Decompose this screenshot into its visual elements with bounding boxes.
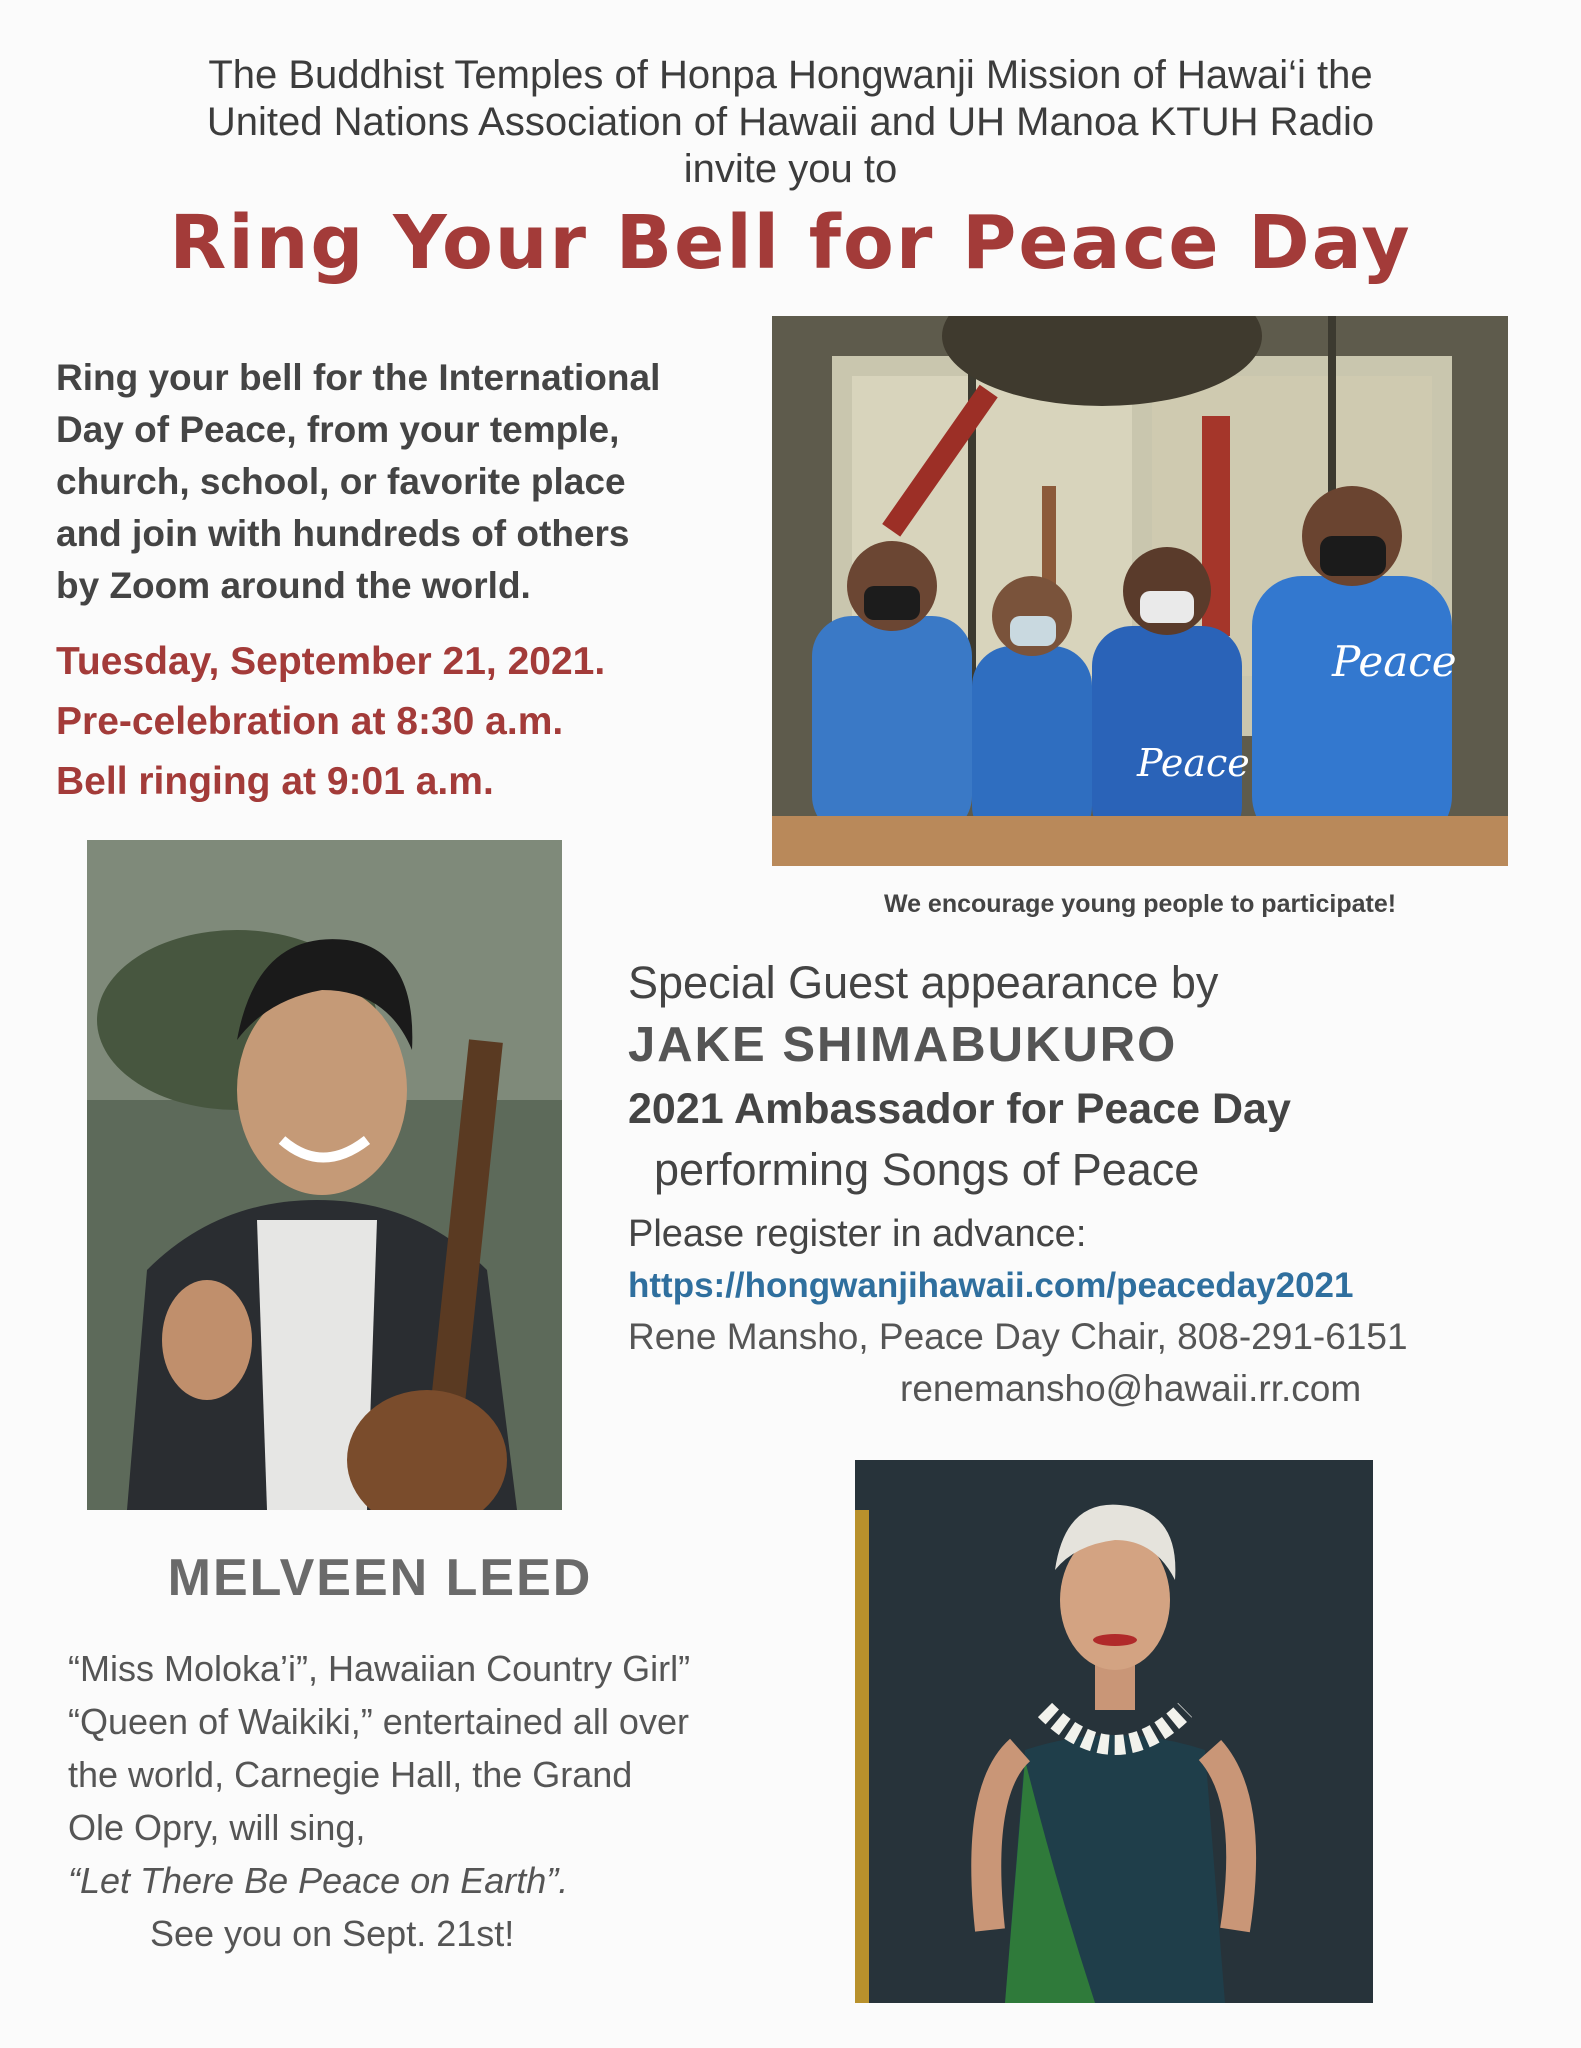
closing-line: See you on Sept. 21st! bbox=[150, 1913, 515, 1954]
bio-line: Ole Opry, will sing, bbox=[68, 1807, 366, 1848]
register-link[interactable]: https://hongwanjihawaii.com/peaceday2021 bbox=[628, 1266, 1354, 1305]
guest-name: JAKE SHIMABUKURO bbox=[628, 1018, 1178, 1072]
header-intro bbox=[0, 52, 1581, 193]
intro-line: Day of Peace, from your temple, bbox=[56, 409, 620, 450]
intro-line: by Zoom around the world. bbox=[56, 565, 531, 606]
photo-caption: We encourage young people to participate! bbox=[883, 890, 1397, 918]
guest-role: 2021 Ambassador for Peace Day bbox=[628, 1085, 1291, 1133]
schedule-block bbox=[56, 632, 756, 812]
melveen-bio bbox=[68, 1642, 788, 1960]
intro-line: and join with hundreds of others bbox=[56, 513, 630, 554]
pre-celebration-time: Pre-celebration at 8:30 a.m. bbox=[56, 700, 564, 743]
bio-line: “Miss Moloka’i”, Hawaiian Country Girl” bbox=[68, 1648, 691, 1689]
melveen-portrait-illustration bbox=[855, 1460, 1373, 2003]
melveen-name: MELVEEN LEED bbox=[167, 1549, 593, 1607]
intro-paragraph bbox=[56, 352, 756, 612]
header-intro-line: United Nations Association of Hawaii and UH Manoa KTUH Radio bbox=[206, 100, 1375, 144]
kids-bell-photo bbox=[772, 316, 1508, 866]
guest-performance: performing Songs of Peace bbox=[654, 1144, 1200, 1195]
song-title: “Let There Be Peace on Earth”. bbox=[68, 1860, 569, 1901]
intro-line: church, school, or favorite place bbox=[56, 461, 626, 502]
jake-shimabukuro-photo bbox=[87, 840, 562, 1510]
shirt-text: Peace bbox=[1137, 741, 1250, 785]
melveen-leed-photo bbox=[855, 1460, 1373, 2003]
header-intro-line: The Buddhist Temples of Honpa Hongwanji Mission of Hawai‘i the bbox=[208, 53, 1373, 97]
event-date: Tuesday, September 21, 2021. bbox=[56, 640, 606, 683]
guest-block bbox=[628, 955, 1528, 1415]
guest-intro: Special Guest appearance by bbox=[628, 957, 1219, 1008]
shirt-text: Peace bbox=[1332, 637, 1457, 686]
jake-portrait-illustration bbox=[87, 840, 562, 1510]
contact-email: renemansho@hawaii.rr.com bbox=[900, 1368, 1362, 1409]
bell-ringing-time: Bell ringing at 9:01 a.m. bbox=[56, 760, 494, 803]
bio-line: the world, Carnegie Hall, the Grand bbox=[68, 1754, 633, 1795]
header-intro-line: invite you to bbox=[683, 147, 898, 191]
register-label: Please register in advance: bbox=[628, 1213, 1087, 1255]
event-title: Ring Your Bell for Peace Day bbox=[169, 200, 1412, 286]
contact-line: Rene Mansho, Peace Day Chair, 808-291-6151 bbox=[628, 1316, 1408, 1357]
kids-bell-illustration bbox=[772, 316, 1508, 866]
intro-line: Ring your bell for the International bbox=[56, 357, 661, 398]
bio-line: “Queen of Waikiki,” entertained all over bbox=[68, 1701, 689, 1742]
